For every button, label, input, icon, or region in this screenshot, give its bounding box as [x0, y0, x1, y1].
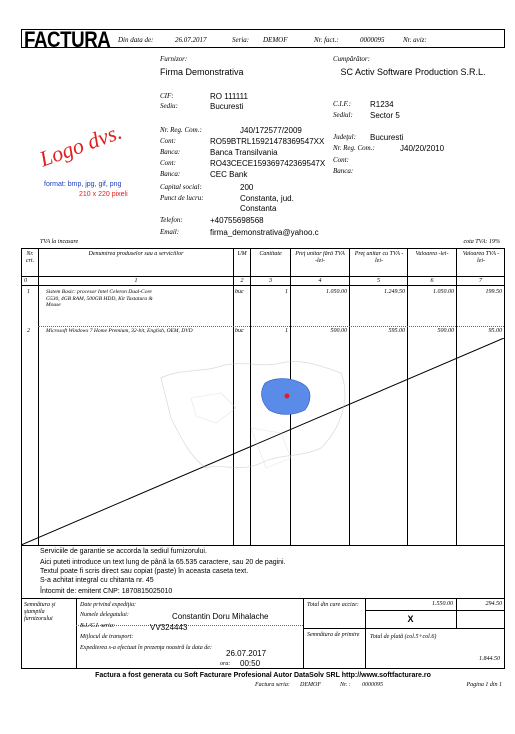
- id-value: VV324443: [150, 623, 188, 632]
- buyer-label: Cumpărător:: [333, 55, 370, 63]
- supplier-punct-label: Punct de lucru:: [160, 194, 204, 202]
- footer-sep-3: [365, 598, 366, 668]
- invoice-nr-value: 0000095: [362, 682, 383, 688]
- footer-sep-4: [456, 598, 457, 628]
- table-top-border: [21, 248, 505, 249]
- header-right-border: [504, 29, 505, 47]
- date-label: Din data de:: [118, 36, 154, 44]
- supplier-banca-label: Banca:: [160, 148, 181, 156]
- row1-pret-cu: 1.249.50: [384, 289, 405, 295]
- supplier-cif-label: CIF:: [160, 92, 174, 100]
- generated-by: Factura a fost generata cu Soft Facturare Profesional Autor DataSolv SRL http://www.softfacturare.ro: [95, 672, 431, 679]
- hour-label: ora:: [220, 661, 231, 667]
- idx-6: 6: [430, 278, 434, 284]
- supplier-name: Firma Demonstrativa: [160, 67, 244, 77]
- buyer-judet: Bucuresti: [370, 133, 404, 142]
- delegate-label: Numele delegatului:: [80, 612, 129, 618]
- table-header-bottom: [21, 276, 505, 277]
- row1-cant: 1: [285, 289, 288, 295]
- idx-2: 2: [240, 278, 244, 284]
- hour-value: 00:50: [240, 659, 261, 668]
- empty-area-strike: [21, 338, 505, 546]
- buyer-sediu-label: Sediul:: [333, 111, 353, 119]
- cota-tva: cota TVA: 19%: [463, 239, 500, 245]
- buyer-cif: R1234: [370, 100, 394, 109]
- note-intocmit: Întocmit de: emitent CNP: 1870815025010: [40, 588, 173, 595]
- supplier-capital: 200: [240, 183, 254, 192]
- expedition-label: Expedierea s-a efectuat în prezenţa noastră la data de:: [80, 645, 212, 651]
- row1-um: buc: [235, 289, 244, 295]
- row2-denumire: Microsoft Windows 7 Home Premium, 32-bit, English, OEM, DVD: [46, 328, 193, 334]
- th-cantitate: Cantitate: [259, 251, 282, 257]
- supplier-label: Furnizor:: [160, 55, 188, 63]
- total-tva: 294.50: [485, 601, 502, 607]
- th-valoare: Valoarea -lei-: [415, 251, 449, 257]
- th-nr: Nr. crt.: [25, 251, 35, 264]
- footer-sep-1: [76, 598, 77, 668]
- footer-top-border: [21, 598, 505, 599]
- aviz-label: Nr. aviz:: [403, 36, 427, 44]
- row2-tva: 95.00: [488, 328, 502, 334]
- idx-3: 3: [269, 278, 272, 284]
- supplier-phone-label: Telefon:: [160, 216, 183, 224]
- total-payment-label: Total de plată (col.5+col.6): [370, 634, 437, 640]
- buyer-name: SC Activ Software Production S.R.L.: [340, 67, 486, 77]
- note-line-4: S-a achitat integral cu chitanta nr. 45: [40, 577, 154, 584]
- row1-denumire: Sistem Basic: procesor Intel Celeron Dual-Core G530, 4GB RAM, 500GB HDD, Kit Tastatura & Mouse: [46, 289, 153, 308]
- th-pret-cu: Preţ unitar cu TVA -lei-: [354, 251, 404, 264]
- total-payment-value: 1.844.50: [479, 656, 500, 662]
- supplier-cont1: RO59BTRL15921478369547XX: [210, 137, 325, 146]
- buyer-regcom: J40/20/2010: [400, 144, 445, 153]
- note-garantie: Serviciile de garantie se accorda la sediul furnizorului.: [40, 548, 207, 555]
- note-line-3: Textul poate fi scris direct sau copiat (paste) în aceasta caseta text.: [40, 568, 249, 575]
- supplier-cont2: RO43CECE159369742369547X: [210, 159, 326, 168]
- supplier-phone: +40755698568: [210, 216, 264, 225]
- buyer-cif-label: C.I.F.:: [333, 100, 351, 108]
- invoice-series-value: DEMOF: [300, 682, 321, 688]
- invoice-number-label: Nr. fact.:: [314, 36, 339, 44]
- note-line-2: Aici puteti introduce un text lung de până la 65.535 caractere, sau 20 de pagini.: [40, 559, 286, 566]
- total-label: Total din care accize:: [307, 602, 359, 608]
- supplier-banca2: CEC Bank: [210, 170, 248, 179]
- row2-um: buc: [235, 328, 244, 334]
- buyer-judet-label: Judeţul:: [333, 133, 356, 141]
- logo-size-note: 210 x 220 pixeli: [79, 191, 128, 198]
- idx-7: 7: [479, 278, 482, 284]
- footer-right-border: [504, 598, 505, 668]
- footer-total-line: [365, 610, 504, 611]
- table-index-bottom: [21, 285, 505, 286]
- supplier-sediu-label: Sediu:: [160, 102, 178, 110]
- supplier-sediu: Bucuresti: [210, 102, 244, 111]
- row1-valoare: 1.050.00: [433, 289, 454, 295]
- transport-label: Mijlocul de transport:: [80, 634, 134, 640]
- buyer-regcom-label: Nr. Reg. Com.:: [333, 144, 375, 152]
- date-value: 26.07.2017: [175, 36, 207, 44]
- logo-format-note: format: bmp, jpg, gif, png: [44, 181, 122, 188]
- invoice-series-label: Factura seria:: [255, 682, 290, 688]
- supplier-banca1: Banca Transilvania: [210, 148, 278, 157]
- supplier-regcom: J40/172577/2009: [240, 126, 302, 135]
- row2-pret-fara: 500.00: [330, 328, 347, 334]
- logo-placeholder: Logo dvs.: [36, 118, 125, 172]
- buyer-banca-label: Banca:: [333, 167, 354, 175]
- shipping-data-label: Date privind expediţia:: [80, 602, 136, 608]
- row1-tva: 199.50: [485, 289, 502, 295]
- header-left-border: [21, 29, 22, 47]
- supplier-capital-label: Capital social:: [160, 183, 202, 191]
- row2-valoare: 500.00: [437, 328, 454, 334]
- receipt-signature-label: Semnătura de primire: [307, 632, 360, 638]
- footer-mid-line: [303, 628, 504, 629]
- row1-pret-fara: 1.050.00: [326, 289, 347, 295]
- series-label: Seria:: [232, 36, 250, 44]
- idx-5: 5: [377, 278, 380, 284]
- footer-left-border: [21, 598, 22, 668]
- europe-map-watermark: [161, 361, 345, 468]
- row2-cant: 1: [285, 328, 288, 334]
- supplier-cif: RO 111111: [210, 92, 248, 101]
- row2-pret-cu: 595.00: [388, 328, 405, 334]
- row2-nr: 2: [27, 328, 30, 334]
- th-denumire: Denumirea produselor sau a serviciilor: [88, 251, 184, 257]
- page-number: Pagina 1 din 1: [466, 682, 502, 688]
- supplier-cont-label: Cont:: [160, 137, 176, 145]
- th-valoare-tva: Valoarea TVA -lei-: [462, 251, 500, 264]
- accize-value: X: [407, 614, 414, 624]
- buyer-sediu: Sector 5: [370, 111, 400, 120]
- supplier-email-label: Email:: [160, 228, 180, 236]
- supplier-regcom-label: Nr. Reg. Com.:: [160, 126, 202, 134]
- row-separator: [38, 326, 504, 327]
- idx-1: 1: [134, 278, 138, 284]
- th-um: UM: [237, 251, 247, 257]
- romania-highlight: [262, 379, 310, 415]
- footer-bottom-border: [21, 668, 505, 669]
- supplier-email: firma_demonstrativa@yahoo.c: [210, 228, 319, 237]
- invoice-number-value: 0000095: [360, 36, 385, 44]
- supplier-cont2-label: Cont:: [160, 159, 176, 167]
- supplier-signature-label: Semnătura şi ştampila furnizorului: [24, 602, 56, 622]
- tva-incasare: TVA la incasare: [40, 239, 79, 245]
- id-label: B.I./C.I. seria:: [80, 623, 115, 629]
- invoice-nr-label: Nr. :: [340, 682, 351, 688]
- expedition-date: 26.07.2017: [226, 649, 267, 658]
- delegate-name: Constantin Doru Mihalache: [172, 612, 269, 621]
- idx-4: 4: [318, 278, 322, 284]
- series-value: DEMOF: [263, 36, 288, 44]
- footer-sep-2: [303, 598, 304, 668]
- buyer-cont-label: Cont:: [333, 156, 349, 164]
- total-value: 1.550.00: [432, 601, 453, 607]
- idx-0: 0: [24, 278, 27, 284]
- row1-nr: 1: [27, 289, 30, 295]
- supplier-banca2-label: Banca:: [160, 170, 181, 178]
- th-pret-fara: Preţ unitar fără TVA -lei-: [295, 251, 345, 264]
- supplier-punct: Constanta, jud. Constanta: [240, 194, 294, 213]
- invoice-title: FACTURA: [24, 27, 111, 52]
